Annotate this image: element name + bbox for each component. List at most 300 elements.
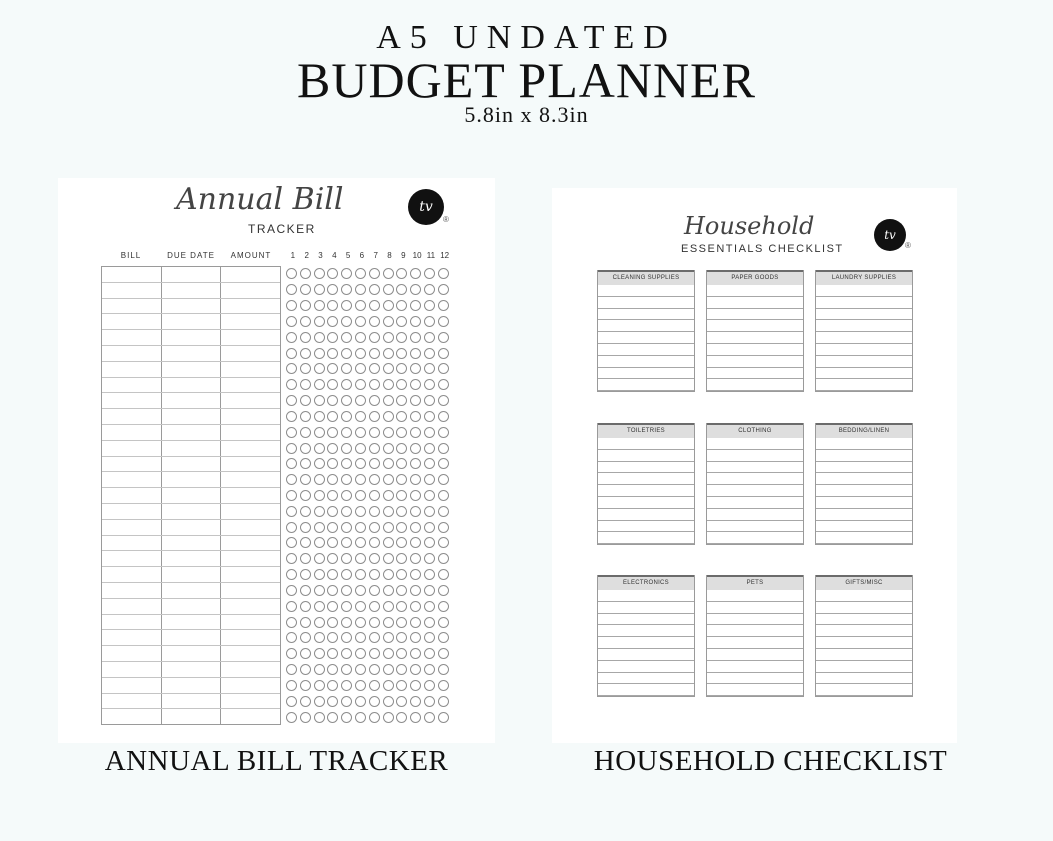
month-checkbox[interactable] xyxy=(369,443,380,454)
month-checkbox[interactable] xyxy=(424,363,435,374)
bill-cell[interactable] xyxy=(102,678,162,693)
checklist-line[interactable] xyxy=(816,473,912,485)
month-checkbox[interactable] xyxy=(383,664,394,675)
checklist-line[interactable] xyxy=(598,379,694,391)
month-checkbox[interactable] xyxy=(300,268,311,279)
checklist-line[interactable] xyxy=(598,532,694,544)
month-checkbox[interactable] xyxy=(355,427,366,438)
bill-cell[interactable] xyxy=(102,472,162,487)
month-checkbox[interactable] xyxy=(355,648,366,659)
checklist-line[interactable] xyxy=(598,684,694,696)
checklist-line[interactable] xyxy=(598,637,694,649)
month-checkbox[interactable] xyxy=(341,300,352,311)
month-checkbox[interactable] xyxy=(286,522,297,533)
month-checkbox[interactable] xyxy=(369,395,380,406)
month-checkbox[interactable] xyxy=(327,363,338,374)
month-checkbox[interactable] xyxy=(369,363,380,374)
checklist-line[interactable] xyxy=(707,684,803,696)
month-checkbox[interactable] xyxy=(327,522,338,533)
month-checkbox[interactable] xyxy=(341,632,352,643)
month-checkbox[interactable] xyxy=(355,617,366,628)
month-checkbox[interactable] xyxy=(383,585,394,596)
month-checkbox[interactable] xyxy=(300,664,311,675)
month-checkbox[interactable] xyxy=(286,553,297,564)
month-checkbox[interactable] xyxy=(355,443,366,454)
month-checkbox[interactable] xyxy=(383,348,394,359)
bill-cell[interactable] xyxy=(102,551,162,566)
month-checkbox[interactable] xyxy=(341,332,352,343)
month-checkbox[interactable] xyxy=(424,474,435,485)
month-checkbox[interactable] xyxy=(314,379,325,390)
month-checkbox[interactable] xyxy=(341,601,352,612)
month-checkbox[interactable] xyxy=(286,506,297,517)
month-checkbox[interactable] xyxy=(396,569,407,580)
month-checkbox[interactable] xyxy=(383,316,394,327)
month-checkbox[interactable] xyxy=(438,537,449,548)
month-checkbox[interactable] xyxy=(396,522,407,533)
month-checkbox[interactable] xyxy=(396,395,407,406)
month-checkbox[interactable] xyxy=(396,712,407,723)
month-checkbox[interactable] xyxy=(341,617,352,628)
checklist-line[interactable] xyxy=(598,602,694,614)
month-checkbox[interactable] xyxy=(396,664,407,675)
bill-cell[interactable] xyxy=(102,346,162,361)
month-checkbox[interactable] xyxy=(383,632,394,643)
bill-cell[interactable] xyxy=(221,299,280,314)
month-checkbox[interactable] xyxy=(438,648,449,659)
month-checkbox[interactable] xyxy=(383,680,394,691)
month-checkbox[interactable] xyxy=(424,332,435,343)
bill-cell[interactable] xyxy=(221,694,280,709)
checklist-line[interactable] xyxy=(816,379,912,391)
month-checkbox[interactable] xyxy=(410,696,421,707)
month-checkbox[interactable] xyxy=(369,332,380,343)
bill-cell[interactable] xyxy=(221,709,280,724)
month-checkbox[interactable] xyxy=(286,569,297,580)
checklist-line[interactable] xyxy=(598,649,694,661)
bill-cell[interactable] xyxy=(221,441,280,456)
month-checkbox[interactable] xyxy=(369,680,380,691)
month-checkbox[interactable] xyxy=(424,506,435,517)
month-checkbox[interactable] xyxy=(355,506,366,517)
month-checkbox[interactable] xyxy=(327,617,338,628)
checklist-line[interactable] xyxy=(707,509,803,521)
month-checkbox[interactable] xyxy=(314,617,325,628)
month-checkbox[interactable] xyxy=(341,379,352,390)
checklist-line[interactable] xyxy=(598,438,694,450)
month-checkbox[interactable] xyxy=(396,617,407,628)
checklist-line[interactable] xyxy=(707,356,803,368)
bill-cell[interactable] xyxy=(162,599,222,614)
month-checkbox[interactable] xyxy=(410,411,421,422)
month-checkbox[interactable] xyxy=(327,474,338,485)
month-checkbox[interactable] xyxy=(327,664,338,675)
checklist-line[interactable] xyxy=(598,673,694,685)
checklist-line[interactable] xyxy=(598,485,694,497)
checklist-line[interactable] xyxy=(707,368,803,380)
month-checkbox[interactable] xyxy=(314,696,325,707)
month-checkbox[interactable] xyxy=(314,411,325,422)
bill-cell[interactable] xyxy=(221,504,280,519)
month-checkbox[interactable] xyxy=(300,284,311,295)
month-checkbox[interactable] xyxy=(341,458,352,469)
month-checkbox[interactable] xyxy=(369,284,380,295)
bill-cell[interactable] xyxy=(221,362,280,377)
month-checkbox[interactable] xyxy=(300,490,311,501)
month-checkbox[interactable] xyxy=(341,522,352,533)
month-checkbox[interactable] xyxy=(286,617,297,628)
month-checkbox[interactable] xyxy=(286,680,297,691)
month-checkbox[interactable] xyxy=(410,379,421,390)
checklist-line[interactable] xyxy=(707,614,803,626)
month-checkbox[interactable] xyxy=(327,443,338,454)
month-checkbox[interactable] xyxy=(383,537,394,548)
month-checkbox[interactable] xyxy=(396,553,407,564)
month-checkbox[interactable] xyxy=(355,680,366,691)
checklist-line[interactable] xyxy=(598,297,694,309)
month-checkbox[interactable] xyxy=(438,712,449,723)
month-checkbox[interactable] xyxy=(341,506,352,517)
month-checkbox[interactable] xyxy=(383,443,394,454)
checklist-line[interactable] xyxy=(816,309,912,321)
month-checkbox[interactable] xyxy=(341,284,352,295)
month-checkbox[interactable] xyxy=(369,427,380,438)
month-checkbox[interactable] xyxy=(438,474,449,485)
month-checkbox[interactable] xyxy=(410,617,421,628)
checklist-line[interactable] xyxy=(816,602,912,614)
bill-cell[interactable] xyxy=(221,551,280,566)
month-checkbox[interactable] xyxy=(424,680,435,691)
month-checkbox[interactable] xyxy=(438,522,449,533)
checklist-line[interactable] xyxy=(598,285,694,297)
bill-cell[interactable] xyxy=(162,267,222,282)
month-checkbox[interactable] xyxy=(369,696,380,707)
checklist-line[interactable] xyxy=(707,602,803,614)
checklist-line[interactable] xyxy=(598,368,694,380)
month-checkbox[interactable] xyxy=(286,268,297,279)
month-checkbox[interactable] xyxy=(327,348,338,359)
month-checkbox[interactable] xyxy=(300,458,311,469)
month-checkbox[interactable] xyxy=(300,427,311,438)
bill-cell[interactable] xyxy=(102,504,162,519)
month-checkbox[interactable] xyxy=(341,680,352,691)
checklist-line[interactable] xyxy=(598,462,694,474)
month-checkbox[interactable] xyxy=(438,284,449,295)
month-checkbox[interactable] xyxy=(327,284,338,295)
month-checkbox[interactable] xyxy=(355,411,366,422)
month-checkbox[interactable] xyxy=(341,363,352,374)
checklist-line[interactable] xyxy=(598,356,694,368)
checklist-line[interactable] xyxy=(707,532,803,544)
month-checkbox[interactable] xyxy=(300,506,311,517)
month-checkbox[interactable] xyxy=(369,632,380,643)
month-checkbox[interactable] xyxy=(286,458,297,469)
month-checkbox[interactable] xyxy=(410,585,421,596)
month-checkbox[interactable] xyxy=(314,268,325,279)
checklist-line[interactable] xyxy=(816,673,912,685)
month-checkbox[interactable] xyxy=(355,632,366,643)
month-checkbox[interactable] xyxy=(355,537,366,548)
month-checkbox[interactable] xyxy=(438,348,449,359)
month-checkbox[interactable] xyxy=(355,585,366,596)
bill-cell[interactable] xyxy=(221,283,280,298)
bill-cell[interactable] xyxy=(102,536,162,551)
bill-cell[interactable] xyxy=(102,330,162,345)
checklist-line[interactable] xyxy=(598,497,694,509)
bill-cell[interactable] xyxy=(162,409,222,424)
month-checkbox[interactable] xyxy=(410,601,421,612)
month-checkbox[interactable] xyxy=(383,458,394,469)
month-checkbox[interactable] xyxy=(355,712,366,723)
month-checkbox[interactable] xyxy=(300,522,311,533)
bill-cell[interactable] xyxy=(102,488,162,503)
month-checkbox[interactable] xyxy=(438,379,449,390)
month-checkbox[interactable] xyxy=(369,664,380,675)
checklist-line[interactable] xyxy=(598,590,694,602)
month-checkbox[interactable] xyxy=(424,427,435,438)
month-checkbox[interactable] xyxy=(314,648,325,659)
month-checkbox[interactable] xyxy=(314,712,325,723)
bill-cell[interactable] xyxy=(162,504,222,519)
month-checkbox[interactable] xyxy=(327,316,338,327)
bill-cell[interactable] xyxy=(102,630,162,645)
checklist-line[interactable] xyxy=(816,285,912,297)
month-checkbox[interactable] xyxy=(383,268,394,279)
bill-cell[interactable] xyxy=(221,409,280,424)
month-checkbox[interactable] xyxy=(355,379,366,390)
bill-cell[interactable] xyxy=(162,362,222,377)
month-checkbox[interactable] xyxy=(314,474,325,485)
bill-cell[interactable] xyxy=(102,662,162,677)
month-checkbox[interactable] xyxy=(410,395,421,406)
bill-cell[interactable] xyxy=(221,678,280,693)
month-checkbox[interactable] xyxy=(341,443,352,454)
month-checkbox[interactable] xyxy=(300,569,311,580)
month-checkbox[interactable] xyxy=(341,427,352,438)
month-checkbox[interactable] xyxy=(300,617,311,628)
month-checkbox[interactable] xyxy=(438,316,449,327)
bill-cell[interactable] xyxy=(102,425,162,440)
checklist-line[interactable] xyxy=(816,356,912,368)
bill-cell[interactable] xyxy=(221,472,280,487)
bill-cell[interactable] xyxy=(162,536,222,551)
month-checkbox[interactable] xyxy=(314,632,325,643)
bill-cell[interactable] xyxy=(162,646,222,661)
bill-cell[interactable] xyxy=(102,599,162,614)
bill-cell[interactable] xyxy=(162,709,222,724)
bill-cell[interactable] xyxy=(221,599,280,614)
month-checkbox[interactable] xyxy=(410,427,421,438)
month-checkbox[interactable] xyxy=(424,537,435,548)
month-checkbox[interactable] xyxy=(383,617,394,628)
month-checkbox[interactable] xyxy=(438,411,449,422)
month-checkbox[interactable] xyxy=(396,537,407,548)
month-checkbox[interactable] xyxy=(369,601,380,612)
month-checkbox[interactable] xyxy=(438,490,449,501)
month-checkbox[interactable] xyxy=(369,490,380,501)
month-checkbox[interactable] xyxy=(286,664,297,675)
bill-cell[interactable] xyxy=(162,583,222,598)
month-checkbox[interactable] xyxy=(300,316,311,327)
month-checkbox[interactable] xyxy=(410,332,421,343)
month-checkbox[interactable] xyxy=(438,617,449,628)
checklist-line[interactable] xyxy=(598,473,694,485)
month-checkbox[interactable] xyxy=(300,395,311,406)
bill-cell[interactable] xyxy=(102,441,162,456)
month-checkbox[interactable] xyxy=(410,648,421,659)
month-checkbox[interactable] xyxy=(424,443,435,454)
bill-cell[interactable] xyxy=(221,615,280,630)
month-checkbox[interactable] xyxy=(300,696,311,707)
checklist-line[interactable] xyxy=(816,450,912,462)
month-checkbox[interactable] xyxy=(396,585,407,596)
month-checkbox[interactable] xyxy=(341,696,352,707)
bill-cell[interactable] xyxy=(162,662,222,677)
month-checkbox[interactable] xyxy=(327,490,338,501)
month-checkbox[interactable] xyxy=(424,569,435,580)
bill-cell[interactable] xyxy=(162,378,222,393)
bill-cell[interactable] xyxy=(162,330,222,345)
month-checkbox[interactable] xyxy=(355,363,366,374)
month-checkbox[interactable] xyxy=(438,427,449,438)
month-checkbox[interactable] xyxy=(438,553,449,564)
bill-cell[interactable] xyxy=(102,520,162,535)
checklist-line[interactable] xyxy=(707,661,803,673)
checklist-line[interactable] xyxy=(707,379,803,391)
bill-cell[interactable] xyxy=(221,425,280,440)
month-checkbox[interactable] xyxy=(369,506,380,517)
bill-cell[interactable] xyxy=(162,678,222,693)
month-checkbox[interactable] xyxy=(369,569,380,580)
month-checkbox[interactable] xyxy=(286,537,297,548)
bill-cell[interactable] xyxy=(102,457,162,472)
checklist-line[interactable] xyxy=(598,614,694,626)
month-checkbox[interactable] xyxy=(314,569,325,580)
month-checkbox[interactable] xyxy=(383,553,394,564)
bill-cell[interactable] xyxy=(102,709,162,724)
month-checkbox[interactable] xyxy=(396,680,407,691)
month-checkbox[interactable] xyxy=(327,537,338,548)
month-checkbox[interactable] xyxy=(369,585,380,596)
month-checkbox[interactable] xyxy=(369,300,380,311)
month-checkbox[interactable] xyxy=(300,348,311,359)
month-checkbox[interactable] xyxy=(355,395,366,406)
month-checkbox[interactable] xyxy=(424,395,435,406)
month-checkbox[interactable] xyxy=(383,522,394,533)
checklist-line[interactable] xyxy=(816,614,912,626)
month-checkbox[interactable] xyxy=(286,348,297,359)
month-checkbox[interactable] xyxy=(369,537,380,548)
month-checkbox[interactable] xyxy=(355,348,366,359)
month-checkbox[interactable] xyxy=(300,443,311,454)
month-checkbox[interactable] xyxy=(396,506,407,517)
bill-cell[interactable] xyxy=(221,267,280,282)
bill-cell[interactable] xyxy=(162,457,222,472)
month-checkbox[interactable] xyxy=(327,332,338,343)
month-checkbox[interactable] xyxy=(438,632,449,643)
month-checkbox[interactable] xyxy=(383,696,394,707)
month-checkbox[interactable] xyxy=(327,648,338,659)
month-checkbox[interactable] xyxy=(383,648,394,659)
month-checkbox[interactable] xyxy=(410,474,421,485)
bill-cell[interactable] xyxy=(221,457,280,472)
month-checkbox[interactable] xyxy=(383,363,394,374)
bill-cell[interactable] xyxy=(221,393,280,408)
month-checkbox[interactable] xyxy=(383,300,394,311)
bill-cell[interactable] xyxy=(102,378,162,393)
month-checkbox[interactable] xyxy=(314,585,325,596)
checklist-line[interactable] xyxy=(816,462,912,474)
month-checkbox[interactable] xyxy=(327,268,338,279)
month-checkbox[interactable] xyxy=(300,712,311,723)
month-checkbox[interactable] xyxy=(410,712,421,723)
month-checkbox[interactable] xyxy=(355,664,366,675)
month-checkbox[interactable] xyxy=(327,506,338,517)
month-checkbox[interactable] xyxy=(327,569,338,580)
month-checkbox[interactable] xyxy=(410,363,421,374)
checklist-line[interactable] xyxy=(816,684,912,696)
bill-cell[interactable] xyxy=(162,567,222,582)
month-checkbox[interactable] xyxy=(355,268,366,279)
month-checkbox[interactable] xyxy=(327,585,338,596)
month-checkbox[interactable] xyxy=(396,648,407,659)
month-checkbox[interactable] xyxy=(369,648,380,659)
month-checkbox[interactable] xyxy=(286,632,297,643)
month-checkbox[interactable] xyxy=(424,284,435,295)
checklist-line[interactable] xyxy=(707,462,803,474)
month-checkbox[interactable] xyxy=(410,268,421,279)
month-checkbox[interactable] xyxy=(286,712,297,723)
checklist-line[interactable] xyxy=(707,309,803,321)
checklist-line[interactable] xyxy=(707,673,803,685)
bill-cell[interactable] xyxy=(102,567,162,582)
month-checkbox[interactable] xyxy=(341,316,352,327)
month-checkbox[interactable] xyxy=(355,696,366,707)
bill-cell[interactable] xyxy=(162,393,222,408)
month-checkbox[interactable] xyxy=(355,601,366,612)
month-checkbox[interactable] xyxy=(424,617,435,628)
month-checkbox[interactable] xyxy=(341,569,352,580)
month-checkbox[interactable] xyxy=(410,664,421,675)
bill-cell[interactable] xyxy=(102,314,162,329)
month-checkbox[interactable] xyxy=(300,648,311,659)
bill-cell[interactable] xyxy=(221,536,280,551)
month-checkbox[interactable] xyxy=(410,537,421,548)
bill-cell[interactable] xyxy=(162,299,222,314)
month-checkbox[interactable] xyxy=(327,553,338,564)
checklist-line[interactable] xyxy=(707,637,803,649)
checklist-line[interactable] xyxy=(598,521,694,533)
month-checkbox[interactable] xyxy=(410,348,421,359)
month-checkbox[interactable] xyxy=(424,268,435,279)
month-checkbox[interactable] xyxy=(424,522,435,533)
checklist-line[interactable] xyxy=(707,497,803,509)
month-checkbox[interactable] xyxy=(314,680,325,691)
checklist-line[interactable] xyxy=(707,473,803,485)
checklist-line[interactable] xyxy=(598,661,694,673)
bill-cell[interactable] xyxy=(162,283,222,298)
month-checkbox[interactable] xyxy=(300,363,311,374)
month-checkbox[interactable] xyxy=(314,553,325,564)
month-checkbox[interactable] xyxy=(424,553,435,564)
bill-cell[interactable] xyxy=(162,615,222,630)
month-checkbox[interactable] xyxy=(300,632,311,643)
checklist-line[interactable] xyxy=(707,297,803,309)
month-checkbox[interactable] xyxy=(300,474,311,485)
month-checkbox[interactable] xyxy=(424,601,435,612)
month-checkbox[interactable] xyxy=(286,696,297,707)
bill-cell[interactable] xyxy=(102,409,162,424)
